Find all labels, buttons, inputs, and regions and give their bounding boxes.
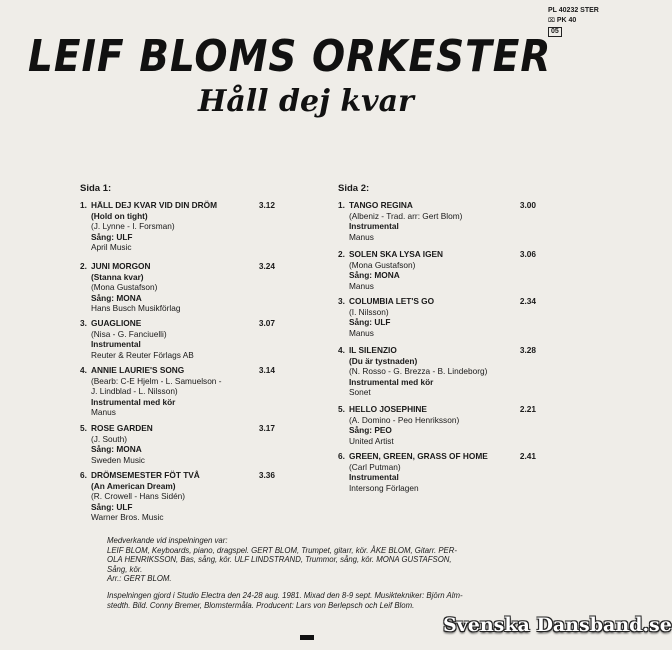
track-detail: Instrumental — [91, 339, 141, 349]
track-title: GUAGLIONE — [91, 318, 142, 328]
track-duration: 2.34 — [519, 296, 536, 306]
track-side2-4 — [338, 345, 536, 398]
catalog-line-2: ⌧ PK 40 — [548, 17, 577, 24]
track-side2-1 — [338, 200, 536, 242]
stereo-icon: ⌧ — [548, 18, 555, 24]
track-detail: United Artist — [349, 435, 394, 446]
track-duration: 3.12 — [258, 200, 275, 210]
track-duration: 3.17 — [258, 423, 275, 433]
track-title: ROSE GARDEN — [91, 423, 153, 433]
catalog-box: 05 — [548, 27, 562, 37]
track-detail: Manus — [349, 327, 374, 338]
track-duration: 2.41 — [519, 451, 536, 461]
track-title: ANNIE LAURIE'S SONG — [91, 365, 185, 375]
track-duration: 2.21 — [519, 404, 536, 414]
track-detail: (R. Crowell - Hans Sidén) — [91, 491, 186, 501]
credits — [107, 536, 542, 610]
credit-line: OLA HENRIKSSON, Bas, sång, kör. ULF LINDSTRAND, Trummor, sång, kör. MONA GUSTAFSON, — [107, 555, 452, 565]
track-number: 2. — [80, 261, 87, 271]
track-title: HÄLL DEJ KVAR VID DIN DRÖM — [91, 200, 217, 210]
track-duration: 3.07 — [258, 318, 275, 328]
credit-line: Sång, kör. — [107, 564, 143, 574]
album-title: Håll dej kvar — [198, 84, 414, 119]
track-duration: 3.36 — [258, 470, 275, 480]
track-detail: Sonet — [349, 387, 371, 397]
track-title: SOLEN SKA LYSA IGEN — [349, 249, 444, 259]
track-number: 4. — [80, 365, 87, 375]
track-title: COLUMBIA LET'S GO — [349, 296, 435, 306]
track-number: 1. — [338, 200, 345, 210]
track-side1-2 — [80, 261, 275, 314]
track-detail: Sång: MONA — [349, 270, 400, 280]
track-detail: (A. Domino - Peo Henriksson) — [349, 414, 460, 425]
track-title: JUNI MORGON — [91, 261, 151, 271]
track-side2-3 — [338, 296, 536, 338]
track-detail: Sweden Music — [91, 454, 145, 465]
track-detail: (J. Lynne - I. Forsman) — [91, 221, 175, 231]
credit-line: stedth. Bild. Conny Bremer, Blomstermåla. Producent: Lars von Berlepsch och Leif Blom. — [107, 600, 415, 610]
track-detail: Sång: MONA — [91, 292, 142, 303]
track-detail: Hans Busch Musikförlag — [91, 303, 181, 313]
catalog-line-1: PL 40232 STER — [548, 7, 599, 14]
track-duration: 3.00 — [519, 200, 536, 210]
track-title: DRÖMSEMESTER FÖT TVÅ — [91, 470, 200, 480]
band-name: LEIF BLOMS ORKESTER — [28, 32, 552, 83]
track-side1-1 — [80, 200, 275, 253]
track-title: IL SILENZIO — [349, 345, 397, 355]
track-number: 3. — [338, 296, 345, 306]
track-detail: Warner Bros. Music — [91, 512, 164, 522]
track-detail: (Bearb: C-E Hjelm - L. Samuelson - — [91, 375, 222, 386]
track-duration: 3.14 — [258, 365, 275, 375]
track-detail: April Music — [91, 242, 132, 252]
track-title: GREEN, GREEN, GRASS OF HOME — [349, 451, 488, 461]
track-detail: (I. Nilsson) — [349, 306, 389, 317]
track-detail: Sång: ULF — [91, 501, 133, 512]
track-duration: 3.06 — [519, 249, 536, 259]
track-duration: 3.28 — [519, 345, 536, 355]
track-detail: Instrumental — [349, 472, 399, 482]
track-title: HELLO JOSEPHINE — [349, 404, 427, 414]
credit-line: Medverkande vid inspelningen var: — [107, 536, 228, 545]
track-number: 5. — [338, 404, 345, 414]
track-duration: 3.24 — [258, 261, 275, 271]
track-detail: Reuter & Reuter Förlags AB — [91, 349, 194, 360]
watermark: Svenska Dansband.se — [443, 614, 672, 636]
musicians-credits — [107, 536, 542, 584]
track-detail: (J. South) — [91, 433, 127, 444]
track-detail: (Albeniz - Trad. arr: Gert Blom) — [349, 210, 463, 221]
track-detail: (Mona Gustafson) — [91, 282, 158, 292]
track-side1-3 — [80, 318, 275, 360]
credit-line: Arr.: GERT BLOM. — [107, 574, 172, 584]
track-detail: J. Lindblad - L. Nilsson) — [91, 386, 178, 396]
track-detail: (An American Dream) — [91, 480, 176, 491]
track-detail: (Hold on tight) — [91, 210, 148, 221]
track-side1-4 — [80, 365, 275, 418]
track-detail: Instrumental med kör — [91, 396, 176, 407]
track-detail: Sång: ULF — [349, 317, 391, 327]
track-detail: Instrumental med kör — [349, 376, 434, 387]
credit-line: LEIF BLOM, Keyboards, piano, dragspel. GERT BLOM, Trumpet, gitarr, kör. ÅKE BLOM, Gitarr. PER- — [107, 545, 457, 555]
track-number: 5. — [80, 423, 87, 433]
track-number: 4. — [338, 345, 345, 355]
credit-line: Inspelningen gjord i Studio Electra den 24-28 aug. 1981. Mixad den 8-9 sept. Musiktekniker: Björn Alm- — [107, 590, 463, 600]
track-detail: Sång: MONA — [91, 444, 142, 454]
recording-credits — [107, 591, 542, 610]
track-side1-5 — [80, 423, 275, 465]
track-detail: (Carl Putman) — [349, 461, 401, 472]
track-detail: (Du är tystnaden) — [349, 355, 418, 366]
track-detail: (N. Rosso - G. Brezza - B. Lindeborg) — [349, 366, 488, 376]
side-1-label: Sida 1: — [80, 183, 112, 194]
track-number: 6. — [338, 451, 345, 461]
track-detail: Sång: PEO — [349, 425, 392, 435]
track-number: 1. — [80, 200, 87, 210]
track-side2-5 — [338, 404, 536, 446]
track-number: 3. — [80, 318, 87, 328]
track-number: 6. — [80, 470, 87, 480]
track-side2-2 — [338, 249, 536, 291]
track-detail: Instrumental — [349, 221, 399, 231]
track-detail: Manus — [349, 280, 374, 291]
track-number: 2. — [338, 249, 345, 259]
track-detail: Manus — [349, 231, 374, 242]
track-detail: Intersong Förlagen — [349, 482, 419, 493]
track-detail: (Mona Gustafson) — [349, 259, 416, 270]
track-detail: Manus — [91, 407, 116, 417]
side-2-label: Sida 2: — [338, 183, 370, 194]
track-detail: Sång: ULF — [91, 231, 133, 242]
track-side2-6 — [338, 451, 536, 493]
track-detail: (Stanna kvar) — [91, 271, 144, 282]
track-side1-6 — [80, 470, 275, 523]
track-detail: (Nisa - G. Fanciuelli) — [91, 328, 167, 339]
label-logo-icon — [300, 635, 314, 640]
track-title: TANGO REGINA — [349, 200, 413, 210]
